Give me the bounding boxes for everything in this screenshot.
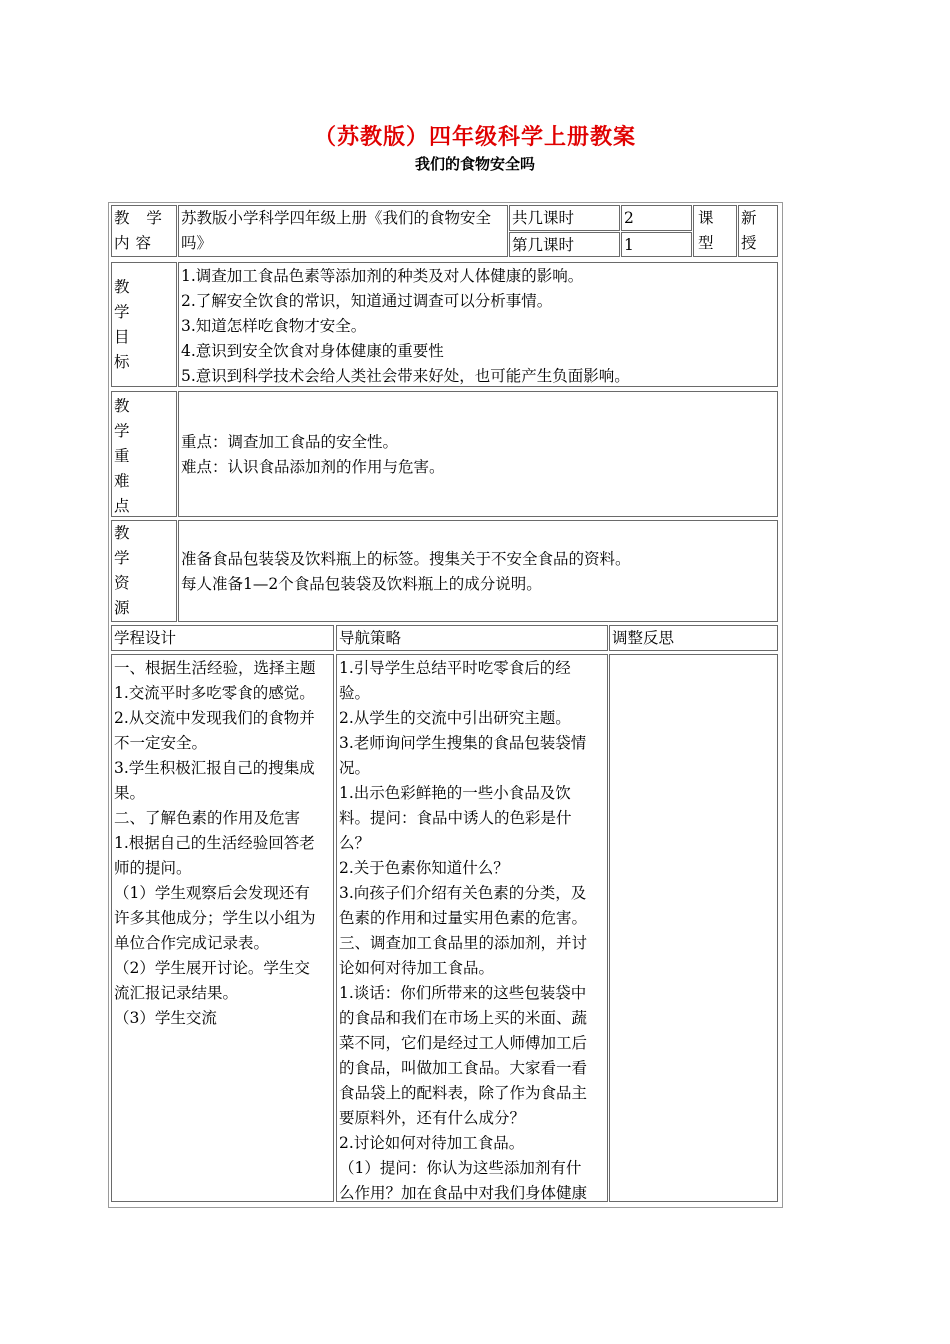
key-point-item: 难点：认识食品添加剂的作用与危害。 <box>181 458 445 476</box>
col2-body-cell <box>336 654 608 1202</box>
content-value-cell <box>178 205 508 257</box>
document-subtitle: 我们的食物安全吗 <box>414 155 535 173</box>
key-point-item: 重点：调查加工食品的安全性。 <box>181 433 399 451</box>
navigation-strategy-line: 1.出示色彩鲜艳的一些小食品及饮 <box>339 784 571 802</box>
key-points-label-char: 点 <box>114 497 130 515</box>
navigation-strategy-line: 色素的作用和过量实用色素的危害。 <box>339 909 588 927</box>
resources-label-char: 资 <box>114 574 130 592</box>
navigation-strategy-line: 的食品和我们在市场上买的米面、蔬 <box>339 1009 588 1027</box>
objective-item: 1.调查加工食品色素等添加剂的种类及对人体健康的影响。 <box>181 267 584 285</box>
which-hour-label-cell <box>509 232 620 257</box>
which-hour-value-cell <box>621 232 692 257</box>
which-hour-value: 1 <box>624 236 634 254</box>
navigation-strategy-line: 验。 <box>339 684 371 702</box>
content-value: 苏教版小学科学四年级上册《我们的食物安全吗》 <box>181 209 492 252</box>
resources-label-char: 学 <box>114 549 130 567</box>
objectives-label-char: 学 <box>114 303 130 321</box>
learning-process-line: 许多其他成分；学生以小组为 <box>114 909 316 927</box>
objectives-label-char: 教 <box>114 278 130 296</box>
navigation-strategy-line: 3.向孩子们介绍有关色素的分类，及 <box>339 884 587 902</box>
type-label: 课型 <box>698 209 714 252</box>
objectives-label-char: 目 <box>114 328 130 346</box>
resources-label-char: 教 <box>114 524 130 542</box>
col2-header-cell <box>336 625 608 651</box>
content-label-cell <box>111 205 177 257</box>
resources-label-char: 源 <box>114 599 130 617</box>
learning-process-line: 师的提问。 <box>114 859 192 877</box>
total-hours-label: 共几课时 <box>512 209 575 227</box>
learning-process-line: 流汇报记录结果。 <box>114 984 239 1002</box>
document-title: （苏教版）四年级科学上册教案 <box>313 125 636 150</box>
navigation-strategy-line: 食品袋上的配料表，除了作为食品主 <box>339 1084 588 1102</box>
navigation-strategy-line: 1.引导学生总结平时吃零食后的经 <box>339 659 571 677</box>
learning-process-line: 1.根据自己的生活经验回答老 <box>114 834 315 852</box>
key-points-label-char: 重 <box>114 447 130 465</box>
col2-header: 导航策略 <box>339 629 402 647</box>
col3-body-cell <box>609 654 778 1202</box>
learning-process-line: （3）学生交流 <box>114 1009 217 1027</box>
col3-header-cell <box>609 625 778 651</box>
col1-header: 学程设计 <box>114 629 177 647</box>
total-hours-value: 2 <box>624 209 634 227</box>
objectives-cell <box>178 262 778 387</box>
type-value-cell <box>738 205 778 257</box>
navigation-strategy-line: 要原料外，还有什么成分？ <box>339 1109 526 1127</box>
resource-item: 准备食品包装袋及饮料瓶上的标签。搜集关于不安全食品的资料。 <box>181 550 631 568</box>
total-hours-label-cell <box>509 205 620 231</box>
content-label: 教 学 内容 <box>114 209 168 252</box>
navigation-strategy-line: 论如何对待加工食品。 <box>339 959 495 977</box>
learning-process-line: 一、根据生活经验，选择主题 <box>114 659 316 677</box>
objective-item: 3.知道怎样吃食物才安全。 <box>181 317 367 335</box>
resource-item: 每人准备1—2个食品包装袋及饮料瓶上的成分说明。 <box>181 575 542 593</box>
objective-item: 4.意识到安全饮食对身体健康的重要性 <box>181 342 444 360</box>
objectives-label-cell <box>111 262 177 387</box>
learning-process-line: 单位合作完成记录表。 <box>114 934 270 952</box>
navigation-strategy-line: 的食品，叫做加工食品。大家看一看 <box>339 1059 588 1077</box>
which-hour-label: 第几课时 <box>512 236 575 254</box>
navigation-strategy-line: 3.老师询问学生搜集的食品包装袋情 <box>339 734 587 752</box>
navigation-strategy-line: 2.讨论如何对待加工食品。 <box>339 1134 525 1152</box>
learning-process-line: 1.交流平时多吃零食的感觉。 <box>114 684 315 702</box>
learning-process-line: （2）学生展开讨论。学生交 <box>114 959 310 977</box>
objective-item: 2.了解安全饮食的常识，知道通过调查可以分析事情。 <box>181 292 553 310</box>
navigation-strategy-line: 况。 <box>339 759 371 777</box>
learning-process-line: 2.从交流中发现我们的食物并 <box>114 709 315 727</box>
learning-process-line: 二、了解色素的作用及危害 <box>114 809 301 827</box>
learning-process-line: 果。 <box>114 784 146 802</box>
type-label-cell <box>693 205 737 257</box>
key-points-cell <box>178 391 778 517</box>
navigation-strategy-line: 三、调查加工食品里的添加剂，并讨 <box>339 934 588 952</box>
navigation-strategy-line: 么作用？加在食品中对我们身体健康 <box>339 1184 588 1202</box>
objectives-label-char: 标 <box>114 353 130 371</box>
learning-process-line: 不一定安全。 <box>114 734 208 752</box>
navigation-strategy-line: 1.谈话：你们所带来的这些包装袋中 <box>339 984 587 1002</box>
navigation-strategy-line: 料。提问：食品中诱人的色彩是什 <box>339 809 572 827</box>
key-points-label-cell <box>111 391 177 517</box>
col3-header: 调整反思 <box>612 629 675 647</box>
learning-process-line: 3.学生积极汇报自己的搜集成 <box>114 759 315 777</box>
total-hours-value-cell <box>621 205 692 231</box>
type-value: 新授 <box>741 209 757 252</box>
navigation-strategy-line: 么？ <box>339 834 371 852</box>
resources-cell <box>178 520 778 622</box>
objective-item: 5.意识到科学技术会给人类社会带来好处，也可能产生负面影响。 <box>181 367 630 385</box>
navigation-strategy-line: （1）提问：你认为这些添加剂有什 <box>339 1159 582 1177</box>
key-points-label-char: 难 <box>114 472 130 490</box>
key-points-label-char: 教 <box>114 397 130 415</box>
col1-header-cell <box>111 625 334 651</box>
resources-label-cell <box>111 520 177 622</box>
navigation-strategy-line: 2.关于色素你知道什么？ <box>339 859 509 877</box>
key-points-label-char: 学 <box>114 422 130 440</box>
navigation-strategy-line: 2.从学生的交流中引出研究主题。 <box>339 709 571 727</box>
navigation-strategy-line: 菜不同，它们是经过工人师傅加工后 <box>339 1034 588 1052</box>
col1-body-cell <box>111 654 334 1202</box>
learning-process-line: （1）学生观察后会发现还有 <box>114 884 310 902</box>
